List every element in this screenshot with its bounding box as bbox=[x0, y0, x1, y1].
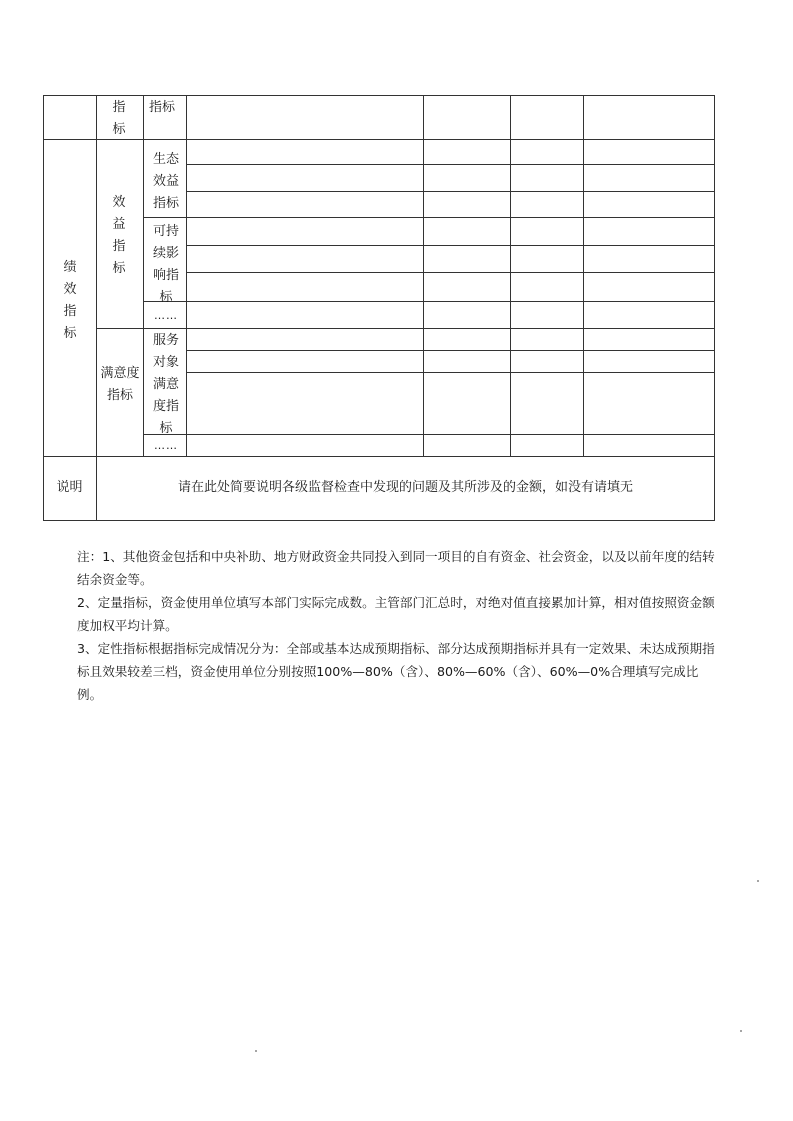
scan-speck bbox=[255, 1050, 257, 1052]
scan-speck bbox=[757, 880, 759, 882]
scan-speck bbox=[740, 1030, 742, 1032]
row-sep-top bbox=[43, 139, 715, 140]
row-line bbox=[186, 350, 715, 351]
top-row-col3-label: 指标 bbox=[149, 100, 176, 115]
row-line bbox=[186, 245, 715, 246]
row-sep-notes bbox=[43, 456, 715, 457]
table-border-bottom bbox=[43, 520, 715, 521]
service-satisfaction-label: 服务对象满意度指标 bbox=[152, 333, 179, 436]
row-line bbox=[186, 164, 715, 165]
top-row-col2-label: 指标 bbox=[112, 100, 126, 137]
footnote-1: 注：1、其他资金包括和中央补助、地方财政资金共同投入到同一项目的自有资金、社会资金，以及以前年度的结转结余资金等。 bbox=[77, 549, 715, 587]
row-line bbox=[186, 272, 715, 273]
benefit-indicator-label: 效益指标 bbox=[112, 195, 126, 276]
footnote-2: 2、定量指标，资金使用单位填写本部门实际完成数。主管部门汇总时，对绝对值直接累加计算，相对值按照资金额度加权平均计算。 bbox=[77, 595, 715, 633]
col-sep-2 bbox=[143, 95, 144, 457]
eco-benefit-label: 生态效益指标 bbox=[152, 152, 179, 211]
table-border-right bbox=[714, 95, 715, 521]
benefit-ellipsis: …… bbox=[154, 309, 178, 322]
performance-table bbox=[43, 95, 715, 521]
row-line bbox=[186, 191, 715, 192]
subgroup-sep-3 bbox=[143, 434, 715, 435]
note-text: 请在此处简要说明各级监督检查中发现的问题及其所涉及的金额，如没有请填无 bbox=[177, 480, 633, 495]
footnote-3: 3、定性指标根据指标完成情况分为：全部或基本达成预期指标、部分达成预期指标并具有一定效果、未达成预期指标且效果较差三档，资金使用单位分别按照100%—80%（含）、80%—60%（含）、60%—0%合理填写完成比例。 bbox=[77, 641, 715, 702]
subgroup-sep-2 bbox=[143, 301, 715, 302]
sustain-impact-label: 可持续影响指标 bbox=[152, 224, 179, 305]
col-sep-3 bbox=[186, 95, 187, 457]
col-sep-5 bbox=[510, 95, 511, 457]
col-sep-1 bbox=[96, 95, 97, 521]
col-sep-6 bbox=[583, 95, 584, 457]
satisfaction-indicator-label: 满意度指标 bbox=[100, 366, 140, 403]
footnotes bbox=[40, 545, 720, 706]
note-label: 说明 bbox=[56, 480, 83, 495]
table-border-left bbox=[43, 95, 44, 521]
satisfaction-ellipsis: …… bbox=[154, 439, 178, 452]
subgroup-sep-1 bbox=[143, 217, 715, 218]
col-sep-4 bbox=[423, 95, 424, 457]
performance-indicator-label: 绩效指标 bbox=[63, 260, 77, 341]
group-sep-benefit bbox=[96, 328, 715, 329]
row-line bbox=[186, 372, 715, 373]
